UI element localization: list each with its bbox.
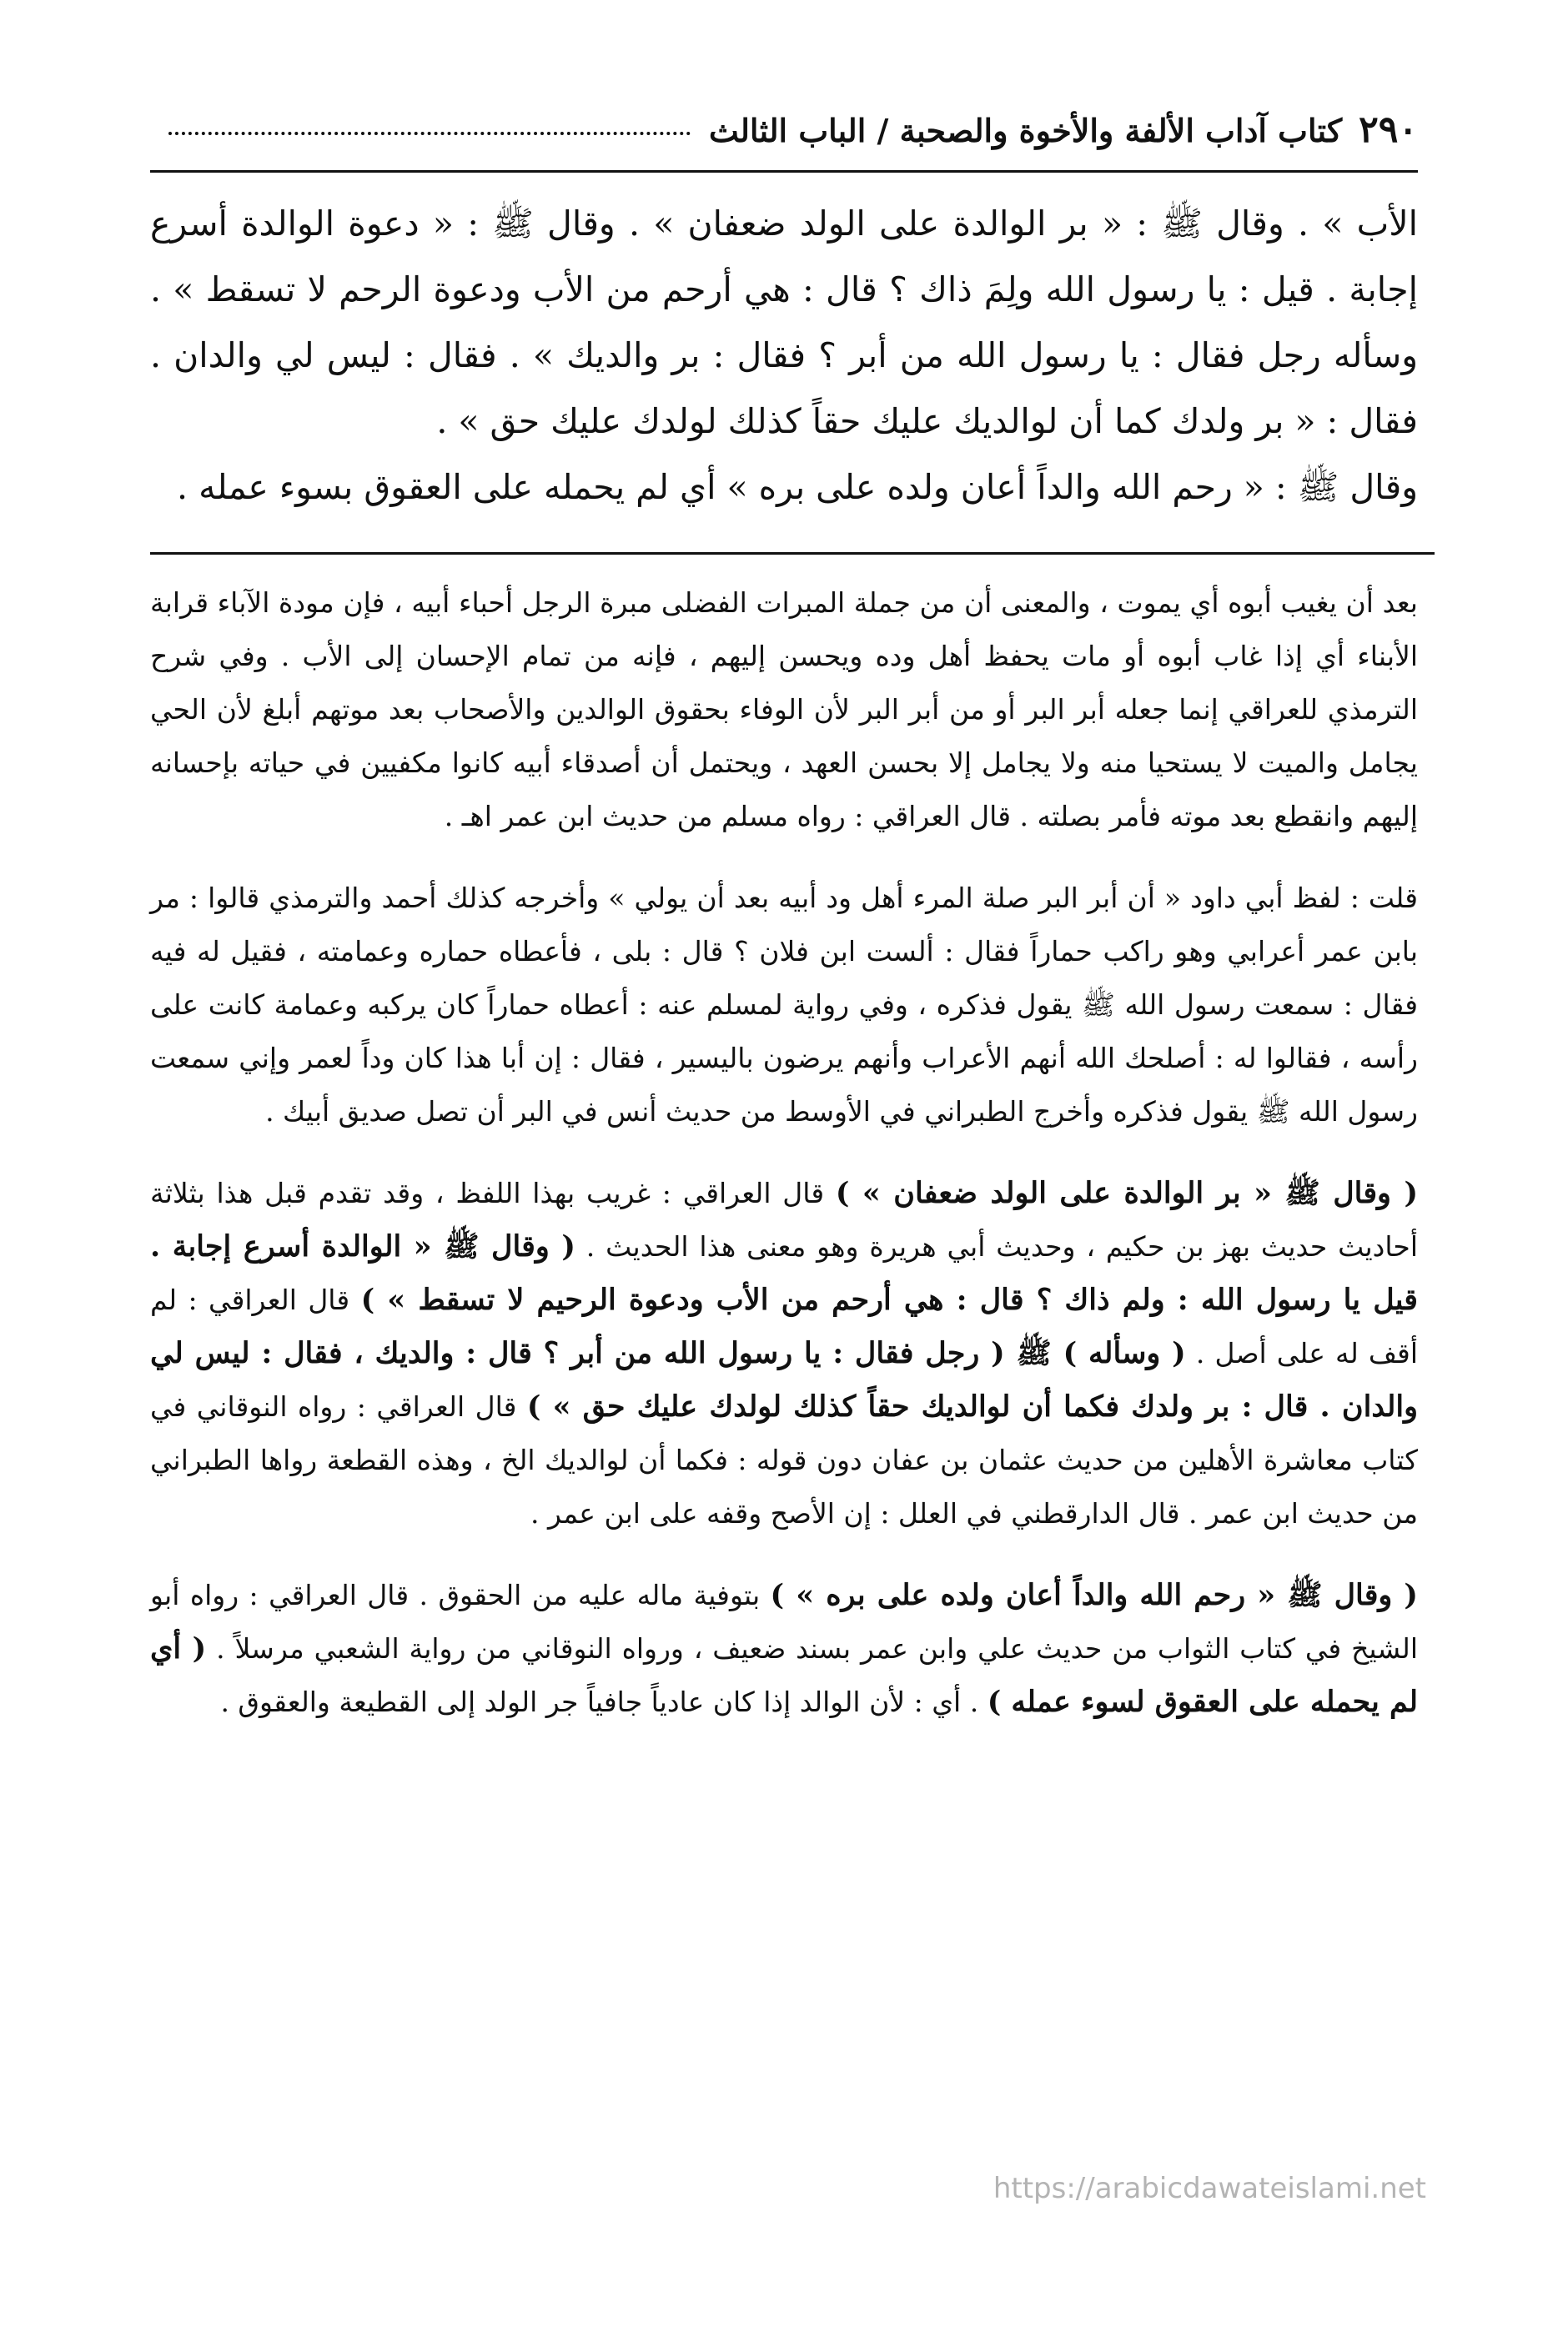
page-header bbox=[150, 108, 1418, 173]
main-paragraph: وقال ﷺ : « رحم الله والداً أعان ولده على بره » أي لم يحمله على العقوق بسوء عمله . bbox=[177, 467, 1418, 507]
commentary-text: بتوفية ماله عليه من الحقوق . قال العراقي : رواه أبو الشيخ في كتاب الثواب من حديث علي وابن عمر بسند ضعيف ، ورواه النوقاني من رواية الشعبي مرسلاً . bbox=[150, 1579, 1418, 1665]
commentary-paragraph bbox=[150, 1167, 1418, 1540]
quoted-hadith: ( وقال ﷺ « الوالدة أسرع إجابة . قيل يا رسول الله : ولم ذاك ؟ قال : هي أرحم من الأب ودعوة الرحيم لا تسقط » ) bbox=[150, 1229, 1418, 1317]
running-title: كتاب آداب الألفة والأخوة والصحبة / الباب الثالث bbox=[709, 112, 1343, 149]
quoted-hadith: ( وسأله ) ﷺ ( رجل فقال : يا رسول الله من أبر ؟ قال : والديك ، فقال : ليس لي والدان . قال : بر ولدك فكما أن لوالديك حقاً كذلك لولدك عليك حق » ) bbox=[150, 1336, 1418, 1424]
commentary-text: . أي : لأن الوالد إذا كان عادياً جافياً جر الولد إلى القطيعة والعقوق . bbox=[220, 1686, 988, 1718]
commentary-paragraph bbox=[150, 1569, 1418, 1729]
commentary-text: قال العراقي : لم أقف له على أصل . bbox=[150, 1284, 1418, 1370]
footnote-divider bbox=[150, 552, 1435, 555]
commentary-text: قال العراقي : رواه النوقاني في كتاب معاشرة الأهلين من حديث عثمان بن عفان دون قوله : فكما أن لوالديك الخ ، وهذه القطعة رواها الطبراني من حديث ابن عمر . قال الدارقطني في العلل : إن الأصح وقفه على ابن عمر . bbox=[150, 1390, 1418, 1530]
main-text bbox=[150, 191, 1418, 520]
commentary-text: قال العراقي : غريب بهذا اللفظ ، وقد تقدم قبل هذا بثلاثة أحاديث حديث بهز بن حكيم ، وحديث أبي هريرة وهو معنى هذا الحديث . bbox=[150, 1177, 1419, 1263]
quoted-hadith: ( وقال ﷺ « بر الوالدة على الولد ضعفان » ) bbox=[835, 1176, 1419, 1210]
book-page bbox=[150, 108, 1418, 2210]
commentary-paragraph: قلت : لفظ أبي داود « أن أبر البر صلة المرء أهل ود أبيه بعد أن يولي » وأخرجه كذلك أحمد والترمذي قالوا : مر بابن عمر أعرابي وهو راكب حماراً فقال : ألست ابن فلان ؟ قال : بلى ، فأعطاه حماره وعمامته ، فقيل له فيه فقال : سمعت رسول الله ﷺ يقول فذكره ، وفي رواية لمسلم عنه : أعطاه حماراً كان يركبه وعمامة كانت على رأسه ، فقالوا له : أصلحك الله أنهم الأعراب وأنهم يرضون باليسير ، فقال : إن أبا هذا كان وداً لعمر وإني سمعت رسول الله ﷺ يقول فذكره وأخرج الطبراني في الأوسط من حديث أنس في البر أن تصل صديق أبيك . bbox=[150, 882, 1418, 1128]
commentary bbox=[150, 576, 1418, 1729]
quoted-hadith: ( أي لم يحمله على العقوق لسوء عمله ) bbox=[150, 1631, 1418, 1719]
page-number: ٢٩٠ bbox=[1359, 108, 1418, 151]
main-paragraph: الأب » . وقال ﷺ : « بر الوالدة على الولد ضعفان » . وقال ﷺ : « دعوة الوالدة أسرع إجابة . قيل : يا رسول الله ولِمَ ذاك ؟ قال : هي أرحم من الأب ودعوة الرحم لا تسقط » . وسأله رجل فقال : يا رسول الله من أبر ؟ فقال : بر والديك » . فقال : ليس لي والدان . فقال : « بر ولدك كما أن لوالديك عليك حقاً كذلك لولدك عليك حق » . bbox=[150, 204, 1418, 441]
commentary-paragraph: بعد أن يغيب أبوه أي يموت ، والمعنى أن من جملة المبرات الفضلى مبرة الرجل أحباء أبيه ، فإن مودة الآباء قرابة الأبناء أي إذا غاب أبوه أو مات يحفظ أهل وده ويحسن إليهم ، فإنه من تمام الإحسان إلى الأب . وفي شرح الترمذي للعراقي إنما جعله أبر البر أو من أبر البر لأن الوفاء بحقوق الوالدين والأصحاب بعد موتهم أبلغ لأن الحي يجامل والميت لا يستحيا منه ولا يجامل إلا بحسن العهد ، ويحتمل أن أصدقاء أبيه كانوا مكفيين في حياته بإحسانه إليهم وانقطع بعد موته فأمر بصلته . قال العراقي : رواه مسلم من حديث ابن عمر اهـ . bbox=[150, 586, 1418, 832]
leader-dots bbox=[168, 132, 691, 135]
quoted-hadith: ( وقال ﷺ « رحم الله والداً أعان ولده على بره » ) bbox=[770, 1578, 1418, 1612]
watermark-url: https://arabicdawateislami.net bbox=[993, 2172, 1426, 2205]
